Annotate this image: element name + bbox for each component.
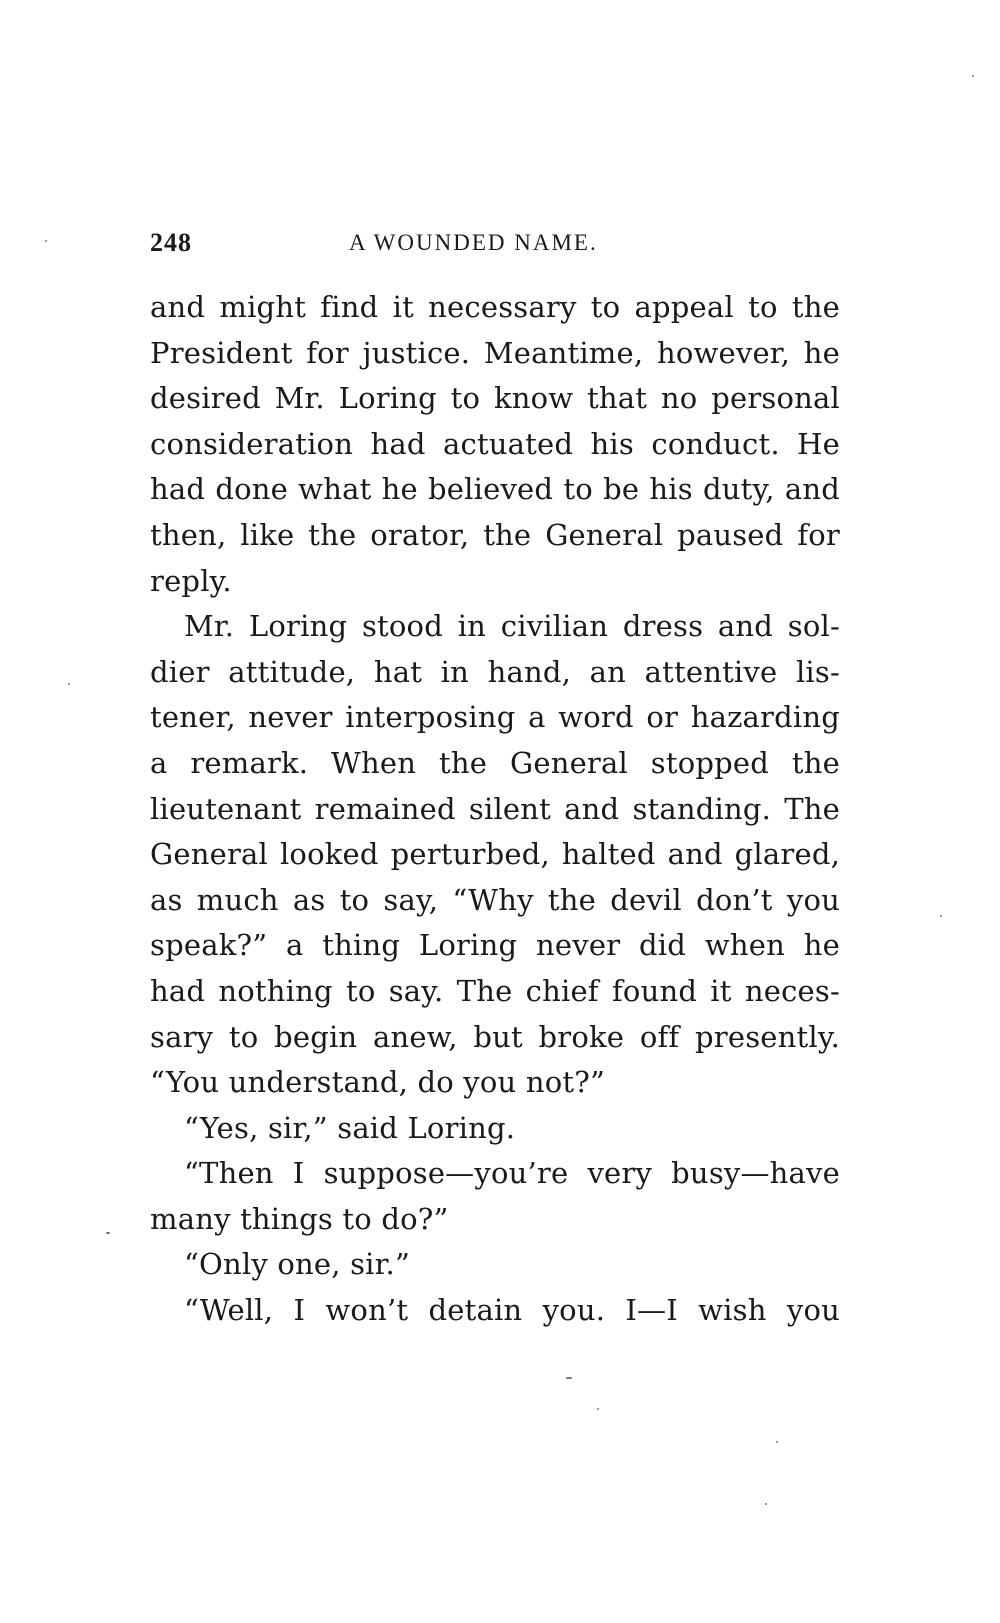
text-line: “You understand, do you not?” <box>150 1065 606 1100</box>
text-line: dier attitude, hat in hand, an attentive lis- <box>150 654 840 689</box>
text-line: Mr. Loring stood in civilian dress and sol- <box>184 609 840 644</box>
text-line: lieutenant remained silent and standing. The <box>150 791 840 826</box>
text-line: desired Mr. Loring to know that no personal <box>150 381 840 416</box>
text-line: General looked perturbed, halted and glared, <box>150 837 840 872</box>
text-line: sary to begin anew, but broke off presently. <box>150 1019 840 1054</box>
text-line: “Well, I won’t detain you. I—I wish you <box>184 1293 840 1328</box>
paper-speck <box>68 683 70 685</box>
text-line: speak?” a thing Loring never did when he <box>150 928 840 963</box>
text-line: and might find it necessary to appeal to the <box>150 290 840 324</box>
text-line: “Then I suppose—you’re very busy—have <box>184 1156 840 1191</box>
text-line: many things to do?” <box>150 1201 449 1236</box>
text-line: had nothing to say. The chief found it neces- <box>150 973 840 1008</box>
text-line: President for justice. Meantime, however, he <box>150 335 840 370</box>
text-line: tener, never interposing a word or hazarding <box>150 700 840 735</box>
text-line: reply. <box>150 563 232 598</box>
running-head <box>150 228 840 258</box>
body-text <box>150 285 840 1334</box>
paper-speck <box>765 1503 767 1505</box>
text-line: as much as to say, “Why the devil don’t you <box>150 882 840 917</box>
paper-speck <box>972 75 974 77</box>
text-line: “Yes, sir,” said Loring. <box>184 1110 516 1145</box>
text-line: consideration had actuated his conduct. He <box>150 426 840 461</box>
page-number: 248 <box>150 228 192 257</box>
text-line: “Only one, sir.” <box>184 1247 410 1282</box>
text-line: a remark. When the General stopped the <box>150 745 840 780</box>
paper-speck <box>566 1377 572 1379</box>
paper-speck <box>45 240 47 242</box>
paper-speck <box>106 1232 110 1234</box>
running-title: A WOUNDED NAME. <box>349 230 598 255</box>
paper-speck <box>776 1441 778 1443</box>
text-line: had done what he believed to be his duty, and <box>150 472 840 507</box>
paper-speck <box>940 915 942 917</box>
text-line: then, like the orator, the General paused for <box>150 517 840 552</box>
paper-speck <box>597 1408 599 1410</box>
